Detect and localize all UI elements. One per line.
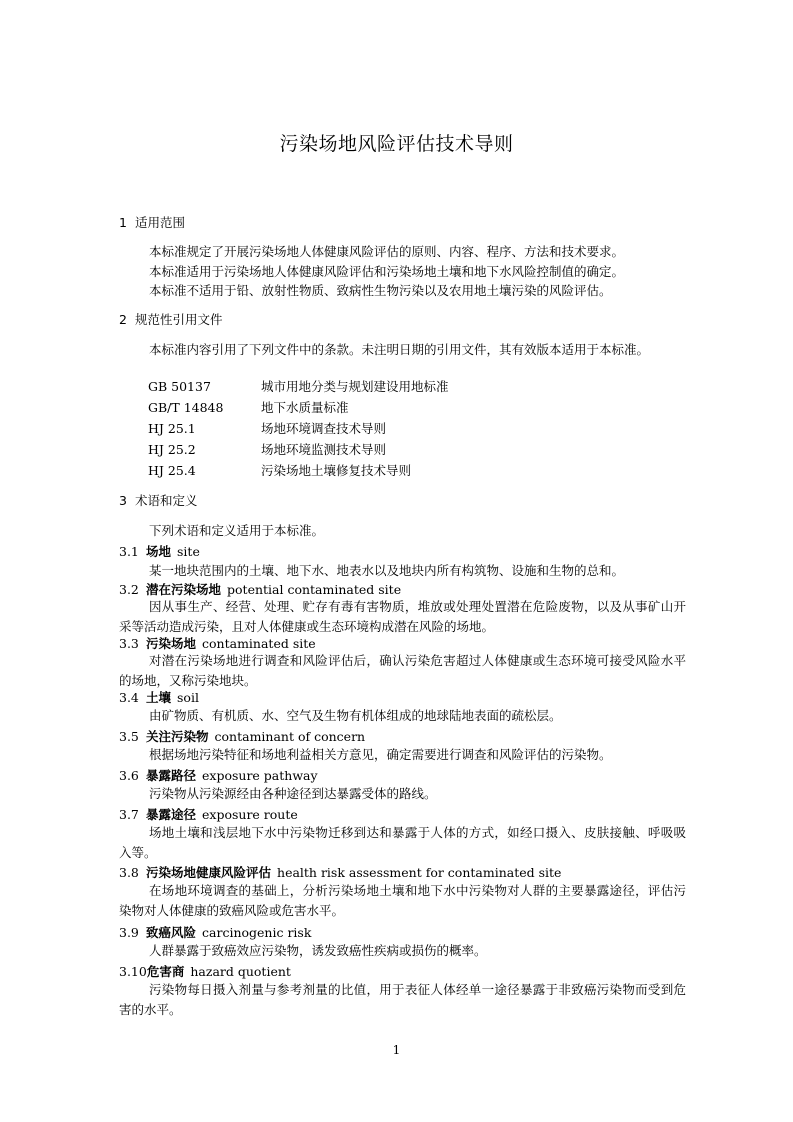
term-english: carcinogenic risk xyxy=(202,925,312,940)
term-definition: 污染物每日摄入剂量与参考剂量的比值，用于表征人体经单一途径暴露于非致癌污染物而受到危害的水平。 xyxy=(119,982,686,1017)
term-heading xyxy=(119,963,291,981)
term-chinese: 污染场地健康风险评估 xyxy=(146,865,272,880)
section-title: 术语和定义 xyxy=(135,493,198,508)
term-number: 3.2 xyxy=(119,582,139,597)
term-definition: 由矿物质、有机质、水、空气及生物有机体组成的地球陆地表面的疏松层。 xyxy=(149,708,562,723)
term-number: 3.4 xyxy=(119,690,139,705)
term-english: site xyxy=(177,544,200,559)
paragraph: 本标准不适用于铅、放射性物质、致病性生物污染以及农用地土壤污染的风险评估。 xyxy=(149,283,612,298)
reference-name: 污染场地土壤修复技术导则 xyxy=(261,463,412,478)
term-heading xyxy=(119,728,365,746)
term-english: contaminated site xyxy=(202,636,316,651)
term-definition: 某一地块范围内的土壤、地下水、地表水以及地块内所有构筑物、设施和生物的总和。 xyxy=(149,563,625,578)
term-chinese: 暴露路径 xyxy=(146,768,197,783)
term-english: exposure route xyxy=(202,807,298,822)
term-definition: 人群暴露于致癌效应污染物，诱发致癌性疾病或损伤的概率。 xyxy=(149,943,487,958)
section-number: 3 xyxy=(119,493,127,508)
term-chinese: 土壤 xyxy=(146,690,172,705)
term-definition: 场地土壤和浅层地下水中污染物迁移到达和暴露于人体的方式，如经口摄入、皮肤接触、呼吸吸入等。 xyxy=(119,825,686,860)
reference-code: HJ 25.2 xyxy=(148,442,196,457)
term-english: exposure pathway xyxy=(202,768,318,783)
term-english: hazard quotient xyxy=(190,964,291,979)
section-number: 2 xyxy=(119,312,127,327)
term-english: potential contaminated site xyxy=(227,582,402,597)
term-heading xyxy=(119,689,199,707)
term-number: 3.1 xyxy=(119,544,139,559)
term-english: contaminant of concern xyxy=(214,729,366,744)
term-chinese: 场地 xyxy=(146,544,172,559)
section-number: 1 xyxy=(119,215,127,230)
paragraph: 下列术语和定义适用于本标准。 xyxy=(149,523,325,538)
section-2-heading xyxy=(119,311,223,329)
reference-code: HJ 25.1 xyxy=(148,421,196,436)
term-definition: 在场地环境调查的基础上，分析污染场地土壤和地下水中污染物对人群的主要暴露途径，评估污染物对人体健康的致癌风险或危害水平。 xyxy=(119,883,686,918)
term-chinese: 致癌风险 xyxy=(146,925,197,940)
term-heading xyxy=(119,806,298,824)
term-number: 3.9 xyxy=(119,925,139,940)
reference-name: 城市用地分类与规划建设用地标准 xyxy=(261,379,449,394)
term-heading xyxy=(119,767,318,785)
term-definition: 污染物从污染源经由各种途径到达暴露受体的路线。 xyxy=(149,786,437,801)
term-definition: 根据场地污染特征和场地利益相关方意见，确定需要进行调查和风险评估的污染物。 xyxy=(149,747,612,762)
term-number: 3.10 xyxy=(119,964,147,979)
term-english: soil xyxy=(177,690,199,705)
section-1-heading xyxy=(119,214,185,232)
term-chinese: 潜在污染场地 xyxy=(146,582,222,597)
section-title: 规范性引用文件 xyxy=(135,312,223,327)
paragraph: 本标准规定了开展污染场地人体健康风险评估的原则、内容、程序、方法和技术要求。 xyxy=(149,244,625,259)
reference-name: 场地环境调查技术导则 xyxy=(261,421,387,436)
reference-code: GB 50137 xyxy=(148,379,211,394)
term-chinese: 危害商 xyxy=(146,964,185,979)
reference-code: HJ 25.4 xyxy=(148,463,196,478)
reference-code: GB/T 14848 xyxy=(148,400,224,415)
reference-name: 地下水质量标准 xyxy=(261,400,349,415)
reference-name: 场地环境监测技术导则 xyxy=(261,442,387,457)
term-heading xyxy=(119,543,200,561)
section-title: 适用范围 xyxy=(135,215,186,230)
term-chinese: 关注污染物 xyxy=(146,729,209,744)
term-number: 3.6 xyxy=(119,768,139,783)
term-number: 3.7 xyxy=(119,807,139,822)
term-number: 3.8 xyxy=(119,865,139,880)
term-heading xyxy=(119,864,561,882)
term-english: health risk assessment for contaminated site xyxy=(277,865,562,880)
term-definition: 对潜在污染场地进行调查和风险评估后，确认污染危害超过人体健康或生态环境可接受风险水平的场地，又称污染地块。 xyxy=(119,653,686,688)
paragraph: 本标准适用于污染场地人体健康风险评估和污染场地土壤和地下水风险控制值的确定。 xyxy=(149,264,625,279)
term-heading xyxy=(119,924,311,942)
term-number: 3.5 xyxy=(119,729,139,744)
term-chinese: 污染场地 xyxy=(146,636,197,651)
term-definition: 因从事生产、经营、处理、贮存有毒有害物质，堆放或处理处置潜在危险废物，以及从事矿山开采等活动造成污染，且对人体健康或生态环境构成潜在风险的场地。 xyxy=(119,599,686,634)
paragraph: 本标准内容引用了下列文件中的条款。未注明日期的引用文件，其有效版本适用于本标准。 xyxy=(149,342,650,357)
section-3-heading xyxy=(119,492,198,510)
page-number: 1 xyxy=(392,1043,401,1057)
term-number: 3.3 xyxy=(119,636,139,651)
term-chinese: 暴露途径 xyxy=(146,807,197,822)
document-title: 污染场地风险评估技术导则 xyxy=(279,133,514,155)
